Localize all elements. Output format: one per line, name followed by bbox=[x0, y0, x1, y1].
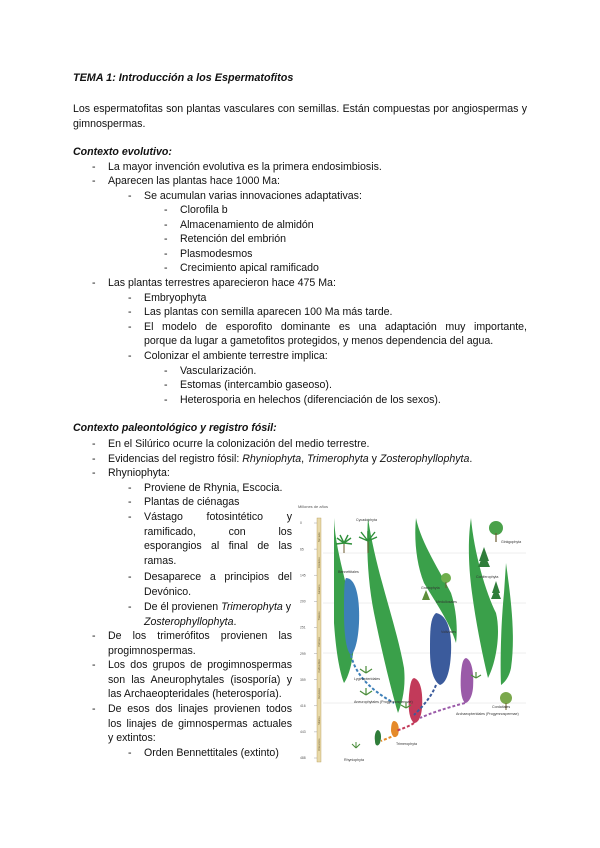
axis-tick-label: 299 bbox=[300, 651, 306, 656]
label-conif: Coniferophyta bbox=[476, 575, 499, 579]
list-item: Proviene de Rhynia, Escocia. bbox=[144, 482, 283, 494]
bullet-dash: - bbox=[128, 190, 132, 202]
list-item: Las plantas con semilla aparecen 100 Ma más tarde. bbox=[144, 306, 393, 318]
axis-periods bbox=[317, 532, 321, 751]
list-item: Las plantas terrestres aparecieron hace 475 Ma: bbox=[108, 277, 336, 289]
bullet-dash: - bbox=[164, 262, 168, 274]
dark-green-clade bbox=[375, 730, 381, 745]
label-arch: Archaeopteridales (Progymnospermae) bbox=[456, 712, 519, 716]
bullet-dash: - bbox=[92, 453, 96, 465]
period-label: Pérmico bbox=[318, 636, 322, 647]
section-heading-paleo: Contexto paleontológico y registro fósil: bbox=[73, 422, 277, 434]
axis-tick-label: 65 bbox=[300, 547, 304, 552]
bullet-dash: - bbox=[128, 601, 132, 613]
list-item: Se acumulan varias innovaciones adaptativas: bbox=[144, 190, 362, 202]
axis-ticks bbox=[300, 521, 317, 760]
list-item: Vascularización. bbox=[180, 365, 257, 377]
label-gnet: Gnetophyta bbox=[421, 586, 440, 590]
bullet-dash: - bbox=[164, 233, 168, 245]
list-item: Retención del embrión bbox=[180, 233, 286, 245]
bullet-dash: - bbox=[92, 175, 96, 187]
list-item: Colonizar el ambiente terrestre implica: bbox=[144, 350, 328, 362]
list-item: Embryophyta bbox=[144, 292, 207, 304]
period-label: Silúrico bbox=[318, 716, 322, 725]
list-item: Plasmodesmos bbox=[180, 248, 253, 260]
blue-clade-coniferophyta bbox=[430, 613, 451, 685]
bullet-dash: - bbox=[164, 379, 168, 391]
blue-clade-cycad bbox=[344, 578, 359, 655]
axis-tick-label: 359 bbox=[300, 677, 306, 682]
violet-clade bbox=[461, 658, 474, 703]
bullet-dash: - bbox=[92, 438, 96, 450]
period-label: Terciario bbox=[318, 532, 322, 543]
page-title: TEMA 1: Introducción a los Espermatofitos bbox=[73, 72, 294, 84]
period-label: Ordovícico bbox=[318, 738, 322, 751]
bullet-dash: - bbox=[128, 482, 132, 494]
list-item: Los dos grupos de progimnospermas son las Aneurophytales (isosporía) y las Archaeopteridales (heterosporía). bbox=[108, 659, 292, 700]
bullet-dash: - bbox=[92, 277, 96, 289]
axis-tick-label: 251 bbox=[300, 625, 306, 630]
list-item-continuation: porque da lugar a gametofitos protegidos, y menos dependencia del agua. bbox=[144, 335, 494, 347]
list-item: De él provienen Trimerophyta y Zosterophyllophyta. bbox=[144, 601, 292, 628]
label-voltz: Voltziales bbox=[441, 630, 457, 634]
label-medull: Medullosales bbox=[436, 600, 457, 604]
bullet-dash: - bbox=[92, 703, 96, 715]
axis-tick-label: 145 bbox=[300, 573, 306, 578]
list-item: Plantas de ciénagas bbox=[144, 496, 240, 508]
label-tri: Trimerophyta bbox=[396, 742, 418, 746]
list-item: Vástago fotosintético y ramificado, con los esporangios al final de las ramas. bbox=[144, 511, 292, 567]
phylogeny-figure bbox=[296, 503, 528, 765]
bullet-dash: - bbox=[164, 394, 168, 406]
axis-tick-label: 0 bbox=[300, 521, 302, 526]
label-lyg: Lyginopteridales bbox=[354, 677, 381, 681]
list-item: Estomas (intercambio gaseoso). bbox=[180, 379, 332, 391]
bullet-dash: - bbox=[128, 571, 132, 583]
bullet-dash: - bbox=[128, 747, 132, 759]
bullet-dash: - bbox=[92, 161, 96, 173]
bullet-dash: - bbox=[128, 350, 132, 362]
axis-tick-label: 200 bbox=[300, 599, 306, 604]
green-clade-far-right bbox=[501, 563, 513, 685]
list-item: La mayor invención evolutiva es la primera endosimbiosis. bbox=[108, 161, 382, 173]
label-rhy: Rhyniophyta bbox=[344, 758, 364, 762]
list-item: El modelo de esporofito dominante es una adaptación muy importante, bbox=[144, 321, 527, 333]
list-item: Almacenamiento de almidón bbox=[180, 219, 314, 231]
section-heading-evolutivo: Contexto evolutivo: bbox=[73, 146, 172, 158]
list-item: De esos dos linajes provienen todos los linajes de gimnospermas actuales y extintos: bbox=[108, 703, 292, 744]
bullet-dash: - bbox=[128, 306, 132, 318]
bullet-dash: - bbox=[164, 248, 168, 260]
bullet-dash: - bbox=[92, 659, 96, 671]
list-item: Crecimiento apical ramificado bbox=[180, 262, 319, 274]
period-label: Carbonífero bbox=[318, 658, 322, 673]
axis-title: Millones de años bbox=[298, 504, 329, 509]
bullet-dash: - bbox=[128, 292, 132, 304]
list-item: En el Silúrico ocurre la colonización del medio terrestre. bbox=[108, 438, 370, 450]
list-item: Evidencias del registro fósil: Rhyniophyta, Trimerophyta y Zosterophyllophyta. bbox=[108, 453, 473, 465]
period-label: Cretácico bbox=[318, 557, 322, 569]
intro-paragraph: Los espermatofitas son plantas vasculares con semillas. Están compuestas por angiospermas y gimnospermas. bbox=[73, 103, 527, 130]
period-label: Devónico bbox=[318, 687, 322, 699]
bullet-dash: - bbox=[92, 630, 96, 642]
bullet-dash: - bbox=[164, 365, 168, 377]
list-item: Clorofila b bbox=[180, 204, 228, 216]
bullet-dash: - bbox=[128, 511, 132, 523]
period-label: Jurásico bbox=[318, 584, 322, 595]
label-cordait: Cordaitales bbox=[492, 705, 511, 709]
list-item: Orden Bennettitales (extinto) bbox=[144, 747, 279, 759]
label-cycad: Cycadophyta bbox=[356, 518, 377, 522]
label-aneur: Aneurophytales (Progymnospermae) bbox=[354, 700, 413, 704]
bullet-dash: - bbox=[164, 219, 168, 231]
bullet-dash: - bbox=[92, 467, 96, 479]
label-ginkgo: Ginkgophyta bbox=[501, 540, 522, 544]
green-clade-center bbox=[367, 518, 404, 713]
list-item: Aparecen las plantas hace 1000 Ma: bbox=[108, 175, 280, 187]
list-item: Heterosporia en helechos (diferenciación de los sexos). bbox=[180, 394, 441, 406]
list-item: Desaparece a principios del Devónico. bbox=[144, 571, 292, 598]
bullet-dash: - bbox=[164, 204, 168, 216]
list-item: Rhyniophyta: bbox=[108, 467, 170, 479]
axis-tick-label: 488 bbox=[300, 756, 306, 761]
axis-tick-label: 416 bbox=[300, 703, 306, 708]
period-label: Triásico bbox=[318, 611, 322, 621]
label-benn: Bennettitales bbox=[338, 570, 359, 574]
bullet-dash: - bbox=[128, 496, 132, 508]
bullet-dash: - bbox=[128, 321, 132, 333]
axis-tick-label: 443 bbox=[300, 730, 306, 735]
list-item: De los trimerófitos provienen las progimnospermas. bbox=[108, 630, 292, 657]
